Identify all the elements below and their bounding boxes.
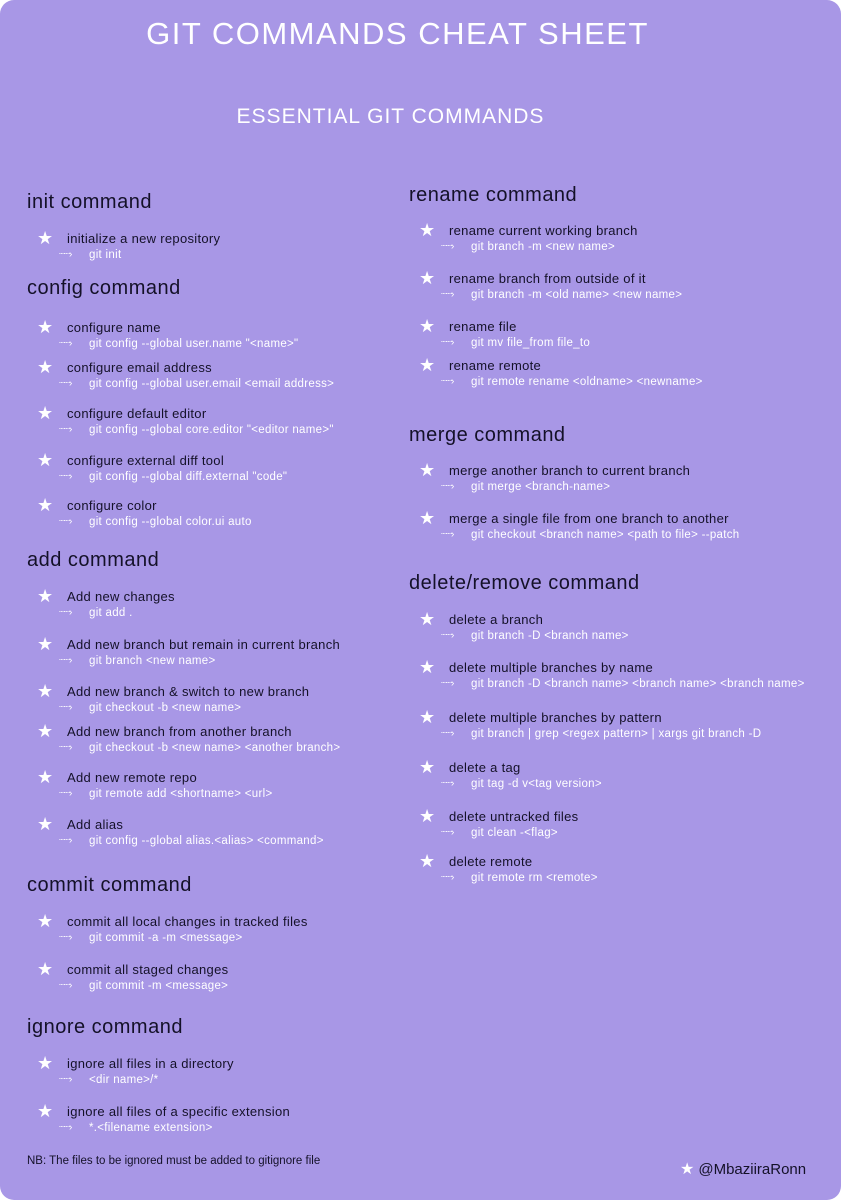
command-description: rename file: [449, 319, 517, 334]
command-text: git remote rm <remote>: [471, 872, 598, 884]
star-icon: ★: [37, 450, 54, 470]
star-icon: ★: [419, 316, 436, 336]
command-item: [409, 707, 762, 742]
star-icon: ★: [37, 1101, 54, 1121]
command-item: [27, 403, 334, 438]
command-text: git tag -d v<tag version>: [471, 778, 602, 790]
command-description: merge another branch to current branch: [449, 463, 691, 478]
command-description: delete multiple branches by name: [449, 660, 653, 675]
dotted-arrow-icon: ┈┈›: [59, 249, 72, 260]
star-icon: ★: [419, 851, 436, 871]
dotted-arrow-icon: ┈┈›: [59, 702, 72, 713]
dotted-arrow-icon: ┈┈›: [59, 1074, 72, 1085]
command-text: git config --global diff.external "code": [89, 471, 288, 483]
command-text: git config --global user.email <email address>: [89, 378, 335, 390]
command-line: [59, 700, 309, 716]
section-right-1: [409, 424, 834, 541]
section-right-2: [409, 572, 834, 884]
command-text: git remote rename <oldname> <newname>: [471, 376, 703, 388]
command-text: git branch -m <new name>: [471, 241, 615, 253]
dotted-arrow-icon: ┈┈›: [59, 424, 72, 435]
command-text: git branch | grep <regex pattern> | xargs git branch -D: [471, 728, 762, 740]
dotted-arrow-icon: ┈┈›: [59, 607, 72, 618]
command-text: git checkout <branch name> <path to file> --patch: [471, 529, 740, 541]
command-description: configure default editor: [67, 406, 207, 421]
command-line: [59, 1072, 234, 1088]
author-handle: [680, 1159, 806, 1179]
section-heading: merge command: [409, 424, 566, 446]
command-text: git config --global core.editor "<editor name>": [89, 424, 334, 436]
command-description: delete a branch: [449, 612, 544, 627]
command-item: [409, 220, 638, 255]
command-description: configure name: [67, 320, 161, 335]
command-item: [27, 959, 229, 994]
command-item: [409, 657, 805, 692]
command-description: merge a single file from one branch to another: [449, 511, 729, 526]
dotted-arrow-icon: ┈┈›: [59, 835, 72, 846]
command-item: [27, 495, 252, 530]
section-heading: add command: [27, 549, 160, 571]
star-icon: ★: [419, 609, 436, 629]
command-line: [441, 335, 591, 351]
command-text: git branch -D <branch name>: [471, 630, 629, 642]
star-icon: ★: [37, 403, 54, 423]
dotted-arrow-icon: ┈┈›: [441, 337, 454, 348]
command-line: [441, 726, 762, 742]
command-line: [441, 527, 740, 543]
command-item: [27, 1053, 234, 1088]
command-line: [59, 469, 288, 485]
command-description: Add new changes: [67, 589, 175, 604]
command-line: [59, 422, 334, 438]
dotted-arrow-icon: ┈┈›: [441, 529, 454, 540]
dotted-arrow-icon: ┈┈›: [441, 778, 454, 789]
dotted-arrow-icon: ┈┈›: [59, 516, 72, 527]
command-text: git checkout -b <new name> <another branch>: [89, 742, 341, 754]
command-description: Add new branch but remain in current branch: [67, 637, 341, 652]
command-line: [441, 676, 805, 692]
dotted-arrow-icon: ┈┈›: [59, 742, 72, 753]
star-icon: ★: [419, 508, 436, 528]
command-description: Add alias: [67, 817, 124, 832]
command-item: [409, 460, 691, 495]
command-item: [409, 268, 683, 303]
star-icon: ★: [419, 220, 436, 240]
star-icon: ★: [419, 657, 436, 677]
dotted-arrow-icon: ┈┈›: [59, 338, 72, 349]
star-icon: ★: [37, 721, 54, 741]
star-icon: ★: [37, 681, 54, 701]
command-text: *.<filename extension>: [89, 1122, 213, 1134]
dotted-arrow-icon: ┈┈›: [441, 481, 454, 492]
command-item: [409, 508, 740, 543]
command-description: delete untracked files: [449, 809, 579, 824]
command-line: [441, 479, 690, 495]
section-heading: ignore command: [27, 1016, 183, 1038]
dotted-arrow-icon: ┈┈›: [441, 241, 454, 252]
dotted-arrow-icon: ┈┈›: [441, 872, 454, 883]
command-text: git remote add <shortname> <url>: [89, 788, 273, 800]
dotted-arrow-icon: ┈┈›: [441, 827, 454, 838]
command-item: [409, 851, 598, 886]
star-icon: ★: [37, 814, 54, 834]
command-line: [59, 978, 229, 994]
command-text: git branch -D <branch name> <branch name> <branch name>: [471, 678, 805, 690]
command-item: [27, 814, 324, 849]
dotted-arrow-icon: ┈┈›: [59, 378, 72, 389]
command-item: [409, 316, 591, 351]
star-icon: ★: [37, 495, 54, 515]
command-text: git clean -<flag>: [471, 827, 558, 839]
command-line: [441, 287, 683, 303]
command-line: [441, 239, 638, 255]
section-heading: config command: [27, 277, 181, 299]
command-item: [27, 357, 335, 392]
star-icon: ★: [680, 1161, 695, 1178]
command-item: [27, 721, 341, 756]
command-line: [59, 336, 299, 352]
command-line: [441, 374, 703, 390]
command-description: delete a tag: [449, 760, 521, 775]
star-icon: ★: [37, 357, 54, 377]
command-item: [27, 228, 221, 263]
command-item: [27, 1101, 291, 1136]
command-text: git add .: [89, 607, 133, 619]
dotted-arrow-icon: ┈┈›: [441, 678, 454, 689]
command-text: git config --global user.name "<name>": [89, 338, 299, 350]
command-line: [59, 833, 324, 849]
dotted-arrow-icon: ┈┈›: [441, 630, 454, 641]
star-icon: ★: [37, 228, 54, 248]
star-icon: ★: [37, 959, 54, 979]
dotted-arrow-icon: ┈┈›: [441, 376, 454, 387]
command-line: [59, 605, 175, 621]
section-heading: rename command: [409, 184, 578, 206]
command-text: git branch -m <old name> <new name>: [471, 289, 683, 301]
command-text: git branch <new name>: [89, 655, 216, 667]
command-line: [59, 376, 335, 392]
command-description: delete multiple branches by pattern: [449, 710, 662, 725]
section-left-1: [27, 277, 397, 528]
command-text: git merge <branch-name>: [471, 481, 611, 493]
command-description: rename branch from outside of it: [449, 271, 646, 286]
section-left-2: [27, 549, 397, 847]
command-item: [27, 681, 310, 716]
command-description: initialize a new repository: [67, 231, 221, 246]
dotted-arrow-icon: ┈┈›: [59, 471, 72, 482]
command-description: rename remote: [449, 358, 542, 373]
command-description: configure external diff tool: [67, 453, 225, 468]
section-right-0: [409, 184, 834, 388]
command-item: [27, 767, 273, 802]
star-icon: ★: [419, 268, 436, 288]
star-icon: ★: [37, 634, 54, 654]
section-left-4: [27, 1016, 397, 1134]
command-item: [409, 806, 579, 841]
star-icon: ★: [419, 707, 436, 727]
command-text: <dir name>/*: [89, 1074, 159, 1086]
command-line: [441, 870, 598, 886]
section-heading: delete/remove command: [409, 572, 640, 594]
command-item: [27, 317, 299, 352]
page-subtitle: ESSENTIAL GIT COMMANDS: [236, 105, 545, 128]
star-icon: ★: [37, 767, 54, 787]
command-description: ignore all files of a specific extension: [67, 1104, 291, 1119]
command-line: [59, 653, 340, 669]
star-icon: ★: [37, 317, 54, 337]
command-description: Add new branch & switch to new branch: [67, 684, 310, 699]
command-text: git config --global color.ui auto: [89, 516, 252, 528]
command-description: configure email address: [67, 360, 212, 375]
command-item: [27, 586, 175, 621]
command-description: rename current working branch: [449, 223, 638, 238]
command-description: Add new remote repo: [67, 770, 197, 785]
command-description: commit all local changes in tracked files: [67, 914, 308, 929]
command-line: [59, 1120, 290, 1136]
dotted-arrow-icon: ┈┈›: [59, 980, 72, 991]
command-item: [27, 450, 288, 485]
command-line: [59, 786, 273, 802]
section-left-0: [27, 191, 397, 261]
dotted-arrow-icon: ┈┈›: [441, 289, 454, 300]
command-line: [59, 740, 341, 756]
page-title: GIT COMMANDS CHEAT SHEET: [146, 16, 649, 51]
dotted-arrow-icon: ┈┈›: [59, 1122, 72, 1133]
star-icon: ★: [419, 806, 436, 826]
command-line: [59, 247, 220, 263]
command-text: git checkout -b <new name>: [89, 702, 242, 714]
author-handle-text: @MbaziiraRonn: [698, 1161, 807, 1178]
command-item: [409, 355, 703, 390]
command-description: delete remote: [449, 854, 533, 869]
command-line: [441, 776, 602, 792]
command-text: git commit -a -m <message>: [89, 932, 243, 944]
star-icon: ★: [419, 757, 436, 777]
dotted-arrow-icon: ┈┈›: [59, 788, 72, 799]
star-icon: ★: [37, 586, 54, 606]
command-line: [59, 514, 252, 530]
dotted-arrow-icon: ┈┈›: [59, 655, 72, 666]
command-line: [441, 825, 578, 841]
command-text: git commit -m <message>: [89, 980, 229, 992]
command-item: [27, 911, 308, 946]
command-text: git mv file_from file_to: [471, 337, 591, 349]
star-icon: ★: [419, 355, 436, 375]
command-text: git init: [89, 249, 122, 261]
section-left-3: [27, 874, 397, 992]
command-text: git config --global alias.<alias> <command>: [89, 835, 324, 847]
command-description: commit all staged changes: [67, 962, 229, 977]
command-item: [409, 609, 629, 644]
command-line: [441, 628, 629, 644]
command-item: [27, 634, 341, 669]
section-heading: init command: [27, 191, 152, 213]
command-item: [409, 757, 602, 792]
command-description: configure color: [67, 498, 157, 513]
command-line: [59, 930, 308, 946]
star-icon: ★: [419, 460, 436, 480]
star-icon: ★: [37, 1053, 54, 1073]
command-description: ignore all files in a directory: [67, 1056, 234, 1071]
dotted-arrow-icon: ┈┈›: [59, 932, 72, 943]
command-description: Add new branch from another branch: [67, 724, 292, 739]
star-icon: ★: [37, 911, 54, 931]
section-heading: commit command: [27, 874, 192, 896]
footnote: NB: The files to be ignored must be added to gitignore file: [27, 1155, 321, 1167]
dotted-arrow-icon: ┈┈›: [441, 728, 454, 739]
